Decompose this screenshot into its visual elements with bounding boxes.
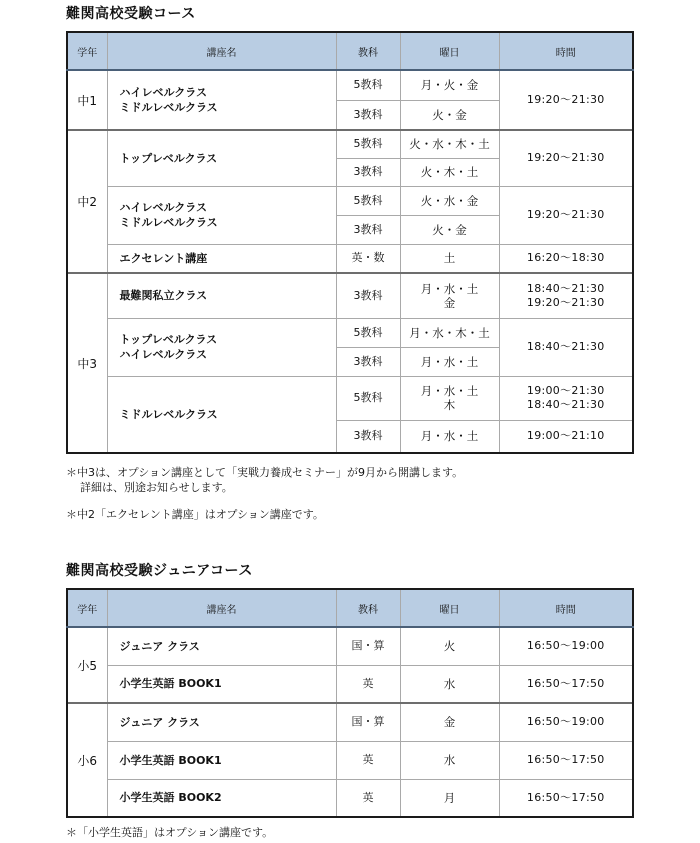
- subject-cell: 国・算: [336, 627, 400, 665]
- subject-cell: 3教科: [336, 215, 400, 244]
- days-cell: 金: [400, 703, 499, 741]
- subject-cell: 3教科: [336, 420, 400, 453]
- junior-schedule-table: [66, 588, 634, 818]
- subject-cell: 3教科: [336, 100, 400, 130]
- junior-note: ＊「小学生英語」はオプション講座です。: [66, 826, 274, 839]
- table-row: [67, 703, 633, 741]
- grade-cell: 中2: [67, 130, 107, 273]
- days-cell: 火: [400, 627, 499, 665]
- grade-cell: 小6: [67, 703, 107, 817]
- senior-note: [66, 481, 233, 495]
- course-name-line: ハイレベルクラス: [119, 348, 207, 361]
- days-cell: [400, 376, 499, 420]
- header-grade: 学年: [67, 589, 107, 627]
- senior-note-indented: 詳細は、別途お知らせします。: [80, 481, 233, 494]
- senior-note: ＊中3は、オプション講座として「実戦力養成セミナー」が9月から開講します。: [66, 466, 464, 479]
- time-line: 18:40〜21:30: [526, 398, 605, 411]
- header-course: 講座名: [107, 32, 336, 70]
- header-row: [67, 32, 633, 70]
- time-cell: 19:20〜21:30: [499, 70, 633, 130]
- course-name-cell: ジュニア クラス: [107, 627, 336, 665]
- days-line: 金: [443, 295, 456, 310]
- course-name-line: ミドルレベルクラス: [119, 216, 218, 229]
- course-name-cell: 小学生英語 BOOK2: [107, 779, 336, 817]
- course-name-cell: [107, 318, 336, 376]
- header-days: 曜日: [400, 589, 499, 627]
- subject-cell: 5教科: [336, 318, 400, 347]
- subject-cell: 英: [336, 779, 400, 817]
- table-row: [67, 627, 633, 665]
- time-cell: 16:50〜19:00: [499, 703, 633, 741]
- days-cell: [400, 273, 499, 318]
- grade-cell: 中1: [67, 70, 107, 130]
- course-name-line: トップレベルクラス: [119, 333, 218, 346]
- time-cell: 16:20〜18:30: [499, 244, 633, 273]
- days-cell: 土: [400, 244, 499, 273]
- days-line: 木: [443, 398, 456, 412]
- subject-cell: 英: [336, 741, 400, 779]
- table-row: [67, 70, 633, 100]
- course-name-line: ハイレベルクラス: [119, 201, 207, 214]
- header-row: [67, 589, 633, 627]
- time-cell: 16:50〜17:50: [499, 741, 633, 779]
- days-cell: 火・水・木・土: [400, 130, 499, 158]
- course-name-line: ミドルレベルクラス: [119, 407, 218, 421]
- days-cell: 水: [400, 741, 499, 779]
- days-cell: 月・水・土: [400, 420, 499, 453]
- junior-course-title: 難関高校受験ジュニアコース: [66, 563, 253, 579]
- days-line: 月・水・土: [420, 281, 479, 296]
- time-cell: 19:20〜21:30: [499, 130, 633, 186]
- course-name-cell: 小学生英語 BOOK1: [107, 741, 336, 779]
- subject-cell: 3教科: [336, 347, 400, 376]
- header-time: 時間: [499, 32, 633, 70]
- subject-cell: 5教科: [336, 130, 400, 158]
- table-row: [67, 130, 633, 158]
- header-subject: 教科: [336, 589, 400, 627]
- time-line: 19:00〜21:30: [526, 384, 605, 397]
- header-time: 時間: [499, 589, 633, 627]
- time-cell: 19:20〜21:30: [499, 186, 633, 244]
- course-name-cell: [107, 130, 336, 186]
- course-name-cell: 小学生英語 BOOK1: [107, 665, 336, 703]
- time-line: 19:20〜21:30: [526, 295, 605, 309]
- subject-cell: 英: [336, 665, 400, 703]
- days-cell: 月・水・土: [400, 347, 499, 376]
- grade-cell: 小5: [67, 627, 107, 703]
- header-grade: 学年: [67, 32, 107, 70]
- subject-cell: 3教科: [336, 273, 400, 318]
- course-name-cell: [107, 244, 336, 273]
- subject-cell: 英・数: [336, 244, 400, 273]
- subject-cell: 国・算: [336, 703, 400, 741]
- days-cell: 火・金: [400, 100, 499, 130]
- course-name-line: ミドルレベルクラス: [119, 101, 218, 114]
- time-cell: 19:00〜21:10: [499, 420, 633, 453]
- days-cell: 水: [400, 665, 499, 703]
- table-row: [67, 779, 633, 817]
- table-row: [67, 665, 633, 703]
- days-cell: 月: [400, 779, 499, 817]
- senior-course-title: 難関高校受験コース: [66, 6, 196, 22]
- days-cell: 月・火・金: [400, 70, 499, 100]
- header-subject: 教科: [336, 32, 400, 70]
- course-name-line: ハイレベルクラス: [119, 86, 207, 99]
- days-line: 月・水・土: [420, 384, 479, 398]
- time-line: 18:40〜21:30: [526, 281, 605, 295]
- course-name-line: エクセレント講座: [119, 251, 208, 265]
- days-cell: 月・水・木・土: [400, 318, 499, 347]
- time-cell: 16:50〜17:50: [499, 665, 633, 703]
- table-row: [67, 186, 633, 215]
- time-cell: [499, 376, 633, 420]
- course-name-cell: [107, 376, 336, 453]
- table-row: [67, 741, 633, 779]
- subject-cell: 5教科: [336, 376, 400, 420]
- time-cell: 16:50〜19:00: [499, 627, 633, 665]
- course-name-line: トップレベルクラス: [119, 151, 218, 165]
- time-cell: 18:40〜21:30: [499, 318, 633, 376]
- course-name-cell: [107, 186, 336, 244]
- subject-cell: 5教科: [336, 70, 400, 100]
- table-row: [67, 376, 633, 420]
- subject-cell: 5教科: [336, 186, 400, 215]
- grade-cell: 中3: [67, 273, 107, 453]
- table-row: [67, 318, 633, 347]
- time-cell: [499, 273, 633, 318]
- course-name-cell: [107, 70, 336, 130]
- senior-schedule-table: [66, 31, 634, 454]
- header-course: 講座名: [107, 589, 336, 627]
- days-cell: 火・水・金: [400, 186, 499, 215]
- course-name-cell: ジュニア クラス: [107, 703, 336, 741]
- senior-note: ＊中2「エクセレント講座」はオプション講座です。: [66, 508, 324, 521]
- subject-cell: 3教科: [336, 158, 400, 186]
- table-row: [67, 244, 633, 273]
- days-cell: 火・金: [400, 215, 499, 244]
- time-cell: 16:50〜17:50: [499, 779, 633, 817]
- table-row: [67, 273, 633, 318]
- course-name-cell: [107, 273, 336, 318]
- days-cell: 火・木・土: [400, 158, 499, 186]
- course-name-line: 最難関私立クラス: [119, 289, 208, 303]
- header-days: 曜日: [400, 32, 499, 70]
